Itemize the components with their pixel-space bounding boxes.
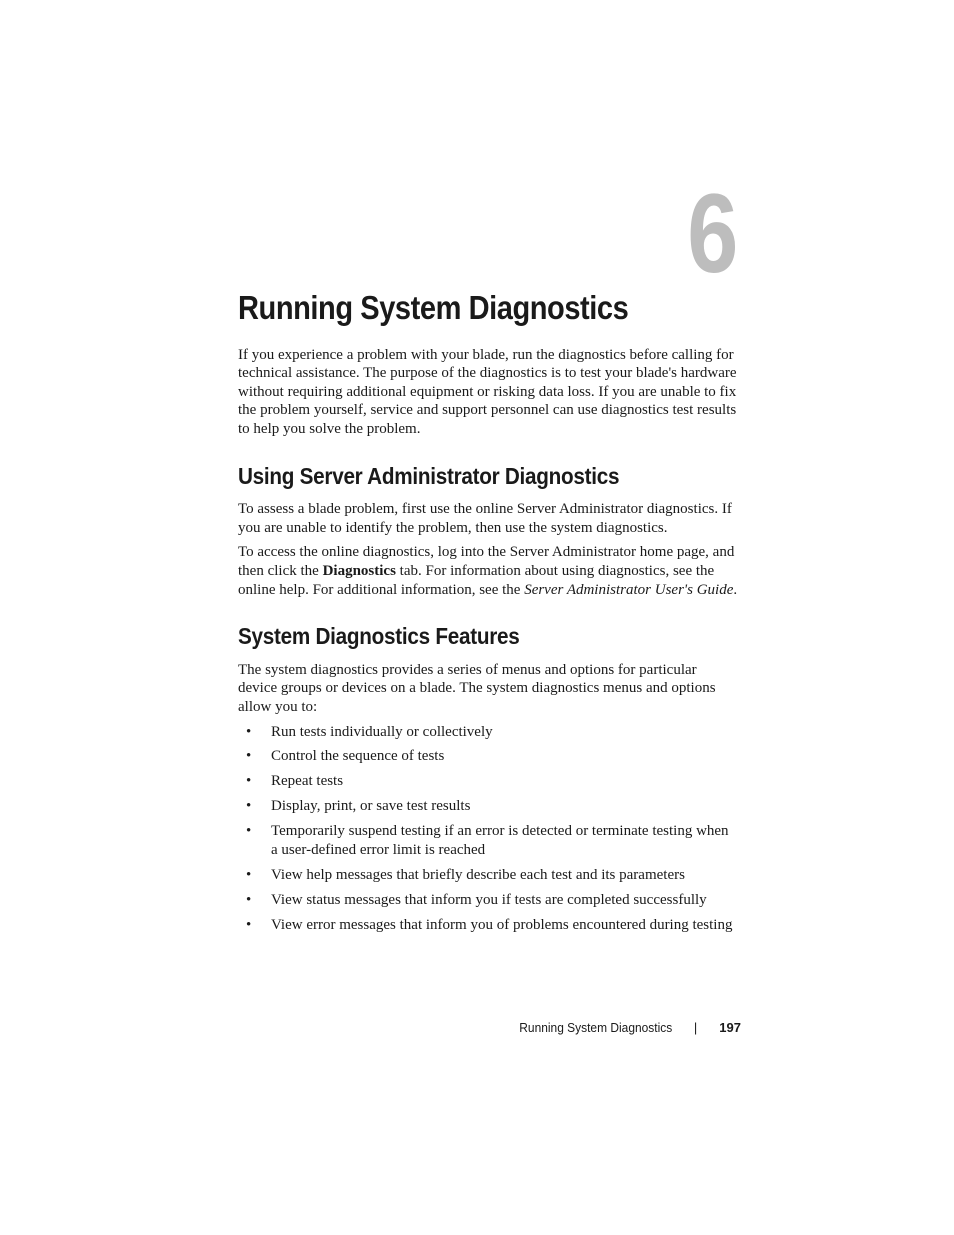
list-item <box>238 772 738 791</box>
bullet: • <box>246 798 252 815</box>
chapter-title: Running System Diagnostics <box>238 289 629 326</box>
paragraph-text: To access the online diagnostics, log into the Server Administrator home page, and then click the <box>238 544 735 579</box>
bullet: • <box>246 916 252 933</box>
features-paragraph: The system diagnostics provides a series of menus and options for particular device groups or devices on a blade. The system diagnostics menus and options allow you to: <box>238 661 716 715</box>
page-number: 197 <box>719 1020 741 1035</box>
list-item <box>238 891 738 910</box>
page-content <box>238 288 738 941</box>
bullet: • <box>246 723 252 740</box>
section-heading-features: System Diagnostics Features <box>238 623 520 650</box>
features-list <box>238 723 738 935</box>
list-item-text: View error messages that inform you of problems encountered during testing <box>271 916 733 933</box>
bullet: • <box>246 867 252 884</box>
list-item <box>238 747 738 766</box>
guide-title: Server Administrator User's Guide <box>524 581 734 598</box>
diagnostics-tab-term: Diagnostics <box>322 562 396 579</box>
list-item-text: View help messages that briefly describe each test and its parameters <box>271 867 685 884</box>
list-item <box>238 723 738 742</box>
footer-separator: | <box>693 1020 698 1035</box>
bullet: • <box>246 773 252 790</box>
paragraph-text: tab. For information about using diagnostics, see the online help. For additional information, see the <box>238 562 715 598</box>
list-item-text: Control the sequence of tests <box>271 748 445 765</box>
list-item-text: Run tests individually or collectively <box>271 723 493 740</box>
list-item-text: View status messages that inform you if tests are completed successfully <box>271 892 707 908</box>
list-item <box>238 916 738 935</box>
list-item <box>238 822 738 859</box>
server-admin-paragraph-1: To assess a blade problem, first use the online Server Administrator diagnostics. If you are unable to identify the problem, then use the system diagnostics. <box>238 501 732 536</box>
section-heading-server-administrator: Using Server Administrator Diagnostics <box>238 462 620 489</box>
bullet: • <box>246 823 252 840</box>
server-admin-paragraph-2 <box>238 543 738 599</box>
list-item-text: Repeat tests <box>271 773 344 790</box>
paragraph-text: . <box>733 581 738 598</box>
list-item <box>238 797 738 816</box>
footer-title: Running System Diagnostics <box>518 1020 672 1035</box>
bullet: • <box>246 892 252 908</box>
list-item-text: Temporarily suspend testing if an error is detected or terminate testing when a user-defined error limit is reached <box>271 823 729 859</box>
bullet: • <box>246 748 252 765</box>
list-item-text: Display, print, or save test results <box>271 798 471 815</box>
chapter-number: 6 <box>686 171 738 296</box>
list-item <box>238 866 738 885</box>
page-footer <box>0 1018 741 1038</box>
intro-paragraph: If you experience a problem with your blade, run the diagnostics before calling for technical assistance. The purpose of the diagnostics is to test your blade's hardware without requiring additional equipment or risking data loss. If you are unable to fix the problem yourself, service and support personnel can use diagnostics test results to help you solve the problem. <box>238 346 737 437</box>
